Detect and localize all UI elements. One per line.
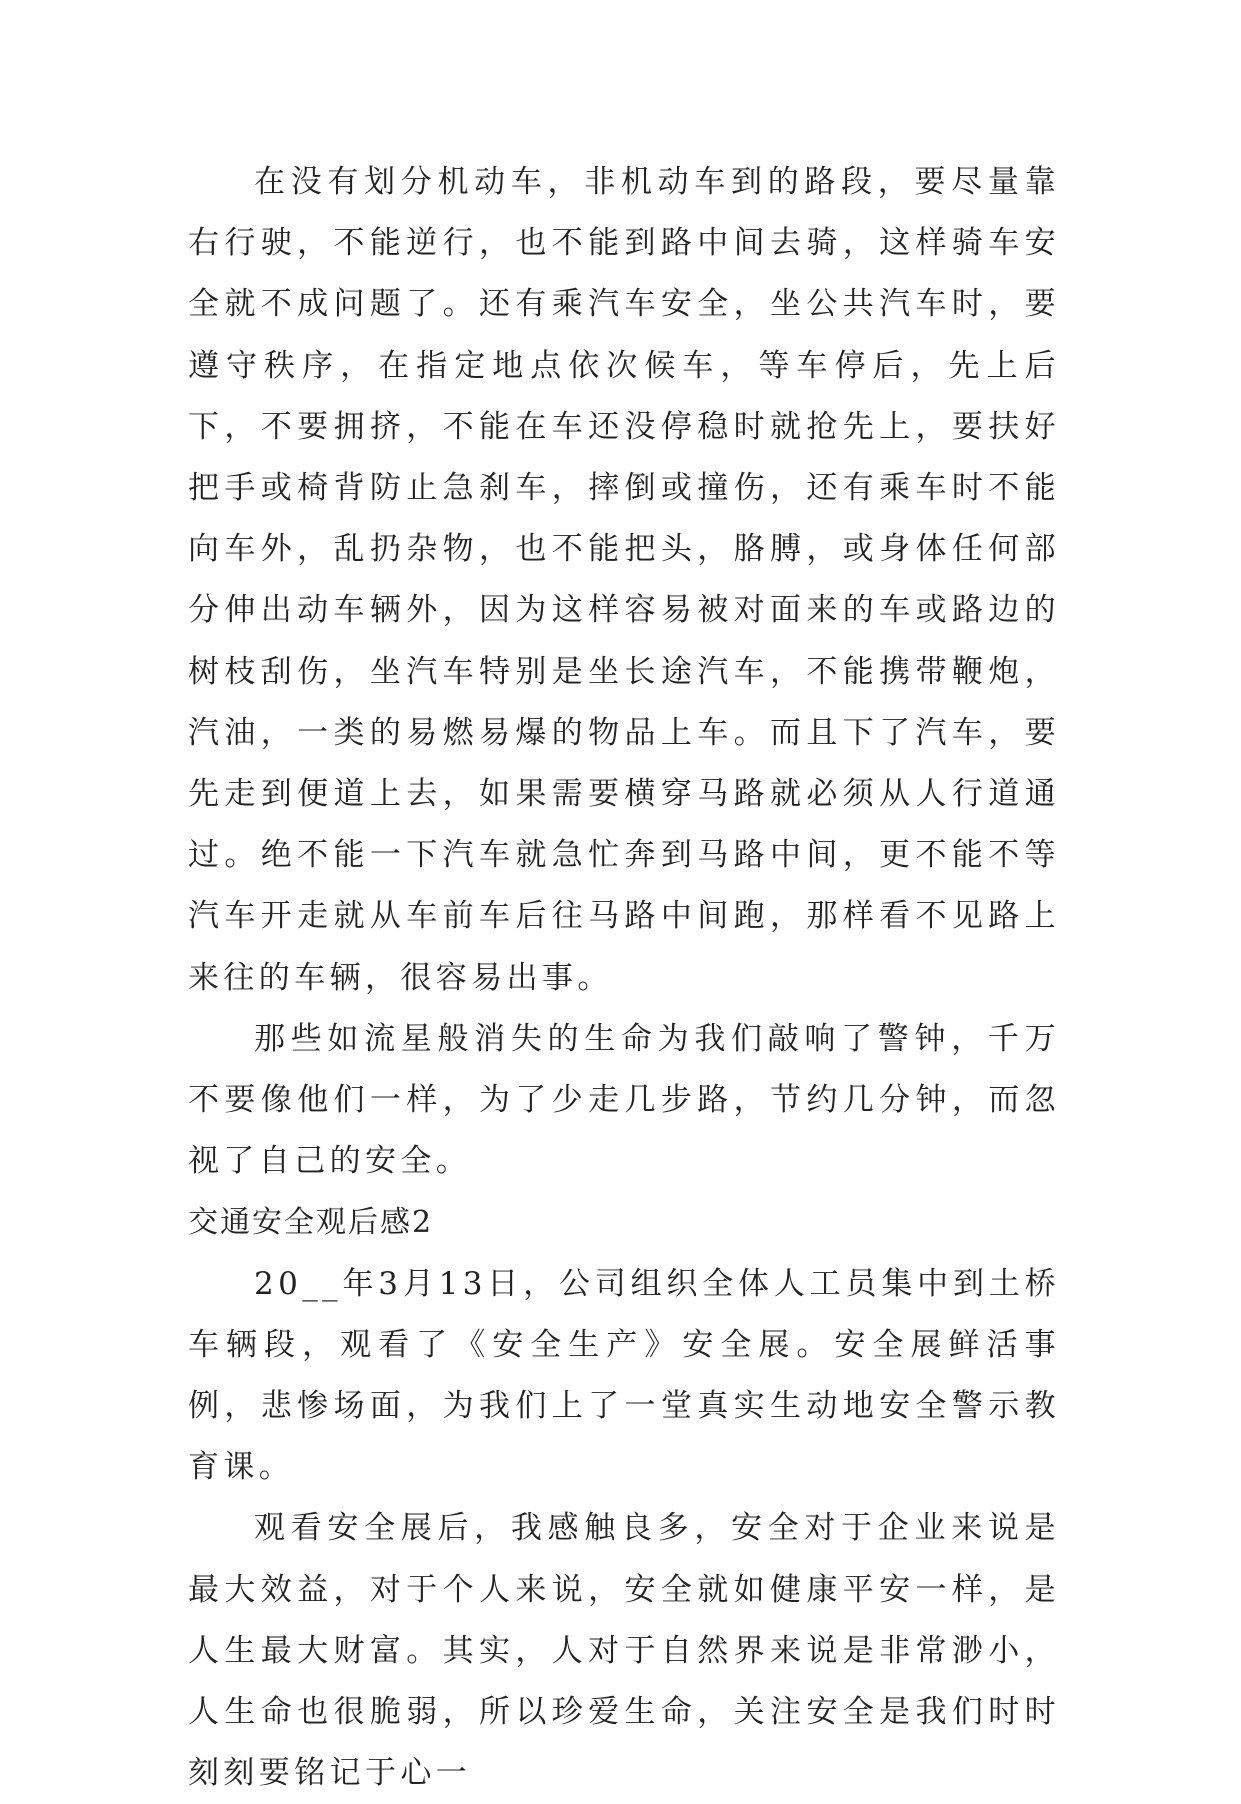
paragraph-warning-bell: 那些如流星般消失的生命为我们敲响了警钟，千万不要像他们一样，为了少走几步路，节约几分钟，而忽视了自己的安全。 bbox=[188, 1020, 1060, 1180]
paragraph-exhibition-visit: 20__年3月13日，公司组织全体人工员集中到土桥车辆段，观看了《安全生产》安全展。安全展鲜活事例，悲惨场面，为我们上了一堂真实生动地安全警示教育课。 bbox=[188, 1265, 1060, 1486]
document-body bbox=[188, 152, 1060, 1804]
paragraph-riding-and-bus-safety: 在没有划分机动车，非机动车到的路段，要尽量靠右行驶，不能逆行，也不能到路中间去骑，这样骑车安全就不成问题了。还有乘汽车安全，坐公共汽车时，要遵守秩序，在指定地点依次候车，等车停后，先上后下，不要拥挤，不能在车还没停稳时就抢先上，要扶好把手或椅背防止急刹车，摔倒或撞伤，还有乘车时不能向车外，乱扔杂物，也不能把头，胳膊，或身体任何部分伸出动车辆外，因为这样容易被对面来的车或路边的树枝刮伤，坐汽车特别是坐长途汽车，不能携带鞭炮，汽油，一类的易燃易爆的物品上车。而且下了汽车，要先走到便道上去，如果需要横穿马路就必须从人行道通过。绝不能一下汽车就急忙奔到马路中间，更不能不等汽车开走就从车前车后往马路中间跑，那样看不见路上来往的车辆，很容易出事。 bbox=[188, 164, 1060, 996]
paragraph-reflection: 观看安全展后，我感触良多，安全对于企业来说是最大效益，对于个人来说，安全就如健康平安一样，是人生最大财富。其实，人对于自然界来说是非常渺小，人生命也很脆弱，所以珍爱生命，关注安全是我们时时刻刻要铭记于心一 bbox=[188, 1510, 1060, 1792]
section-heading: 交通安全观后感2 bbox=[188, 1205, 434, 1241]
